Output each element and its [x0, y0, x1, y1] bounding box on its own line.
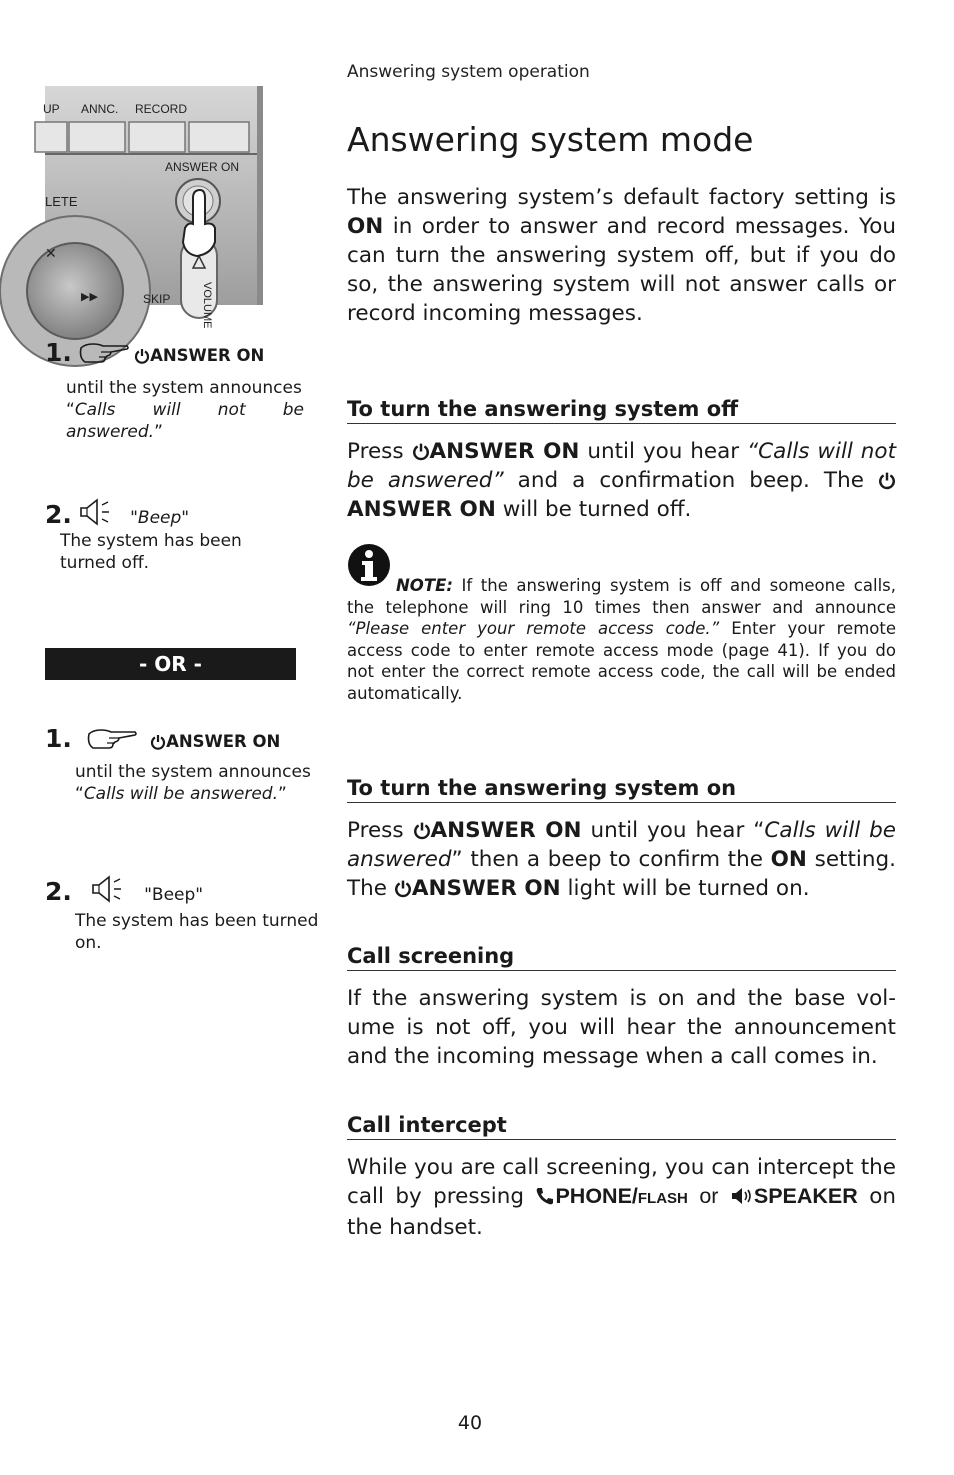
off-step-1-text-main: until the system announces	[66, 378, 302, 398]
finger-press-icon	[77, 340, 129, 366]
panel-label-up: UP	[43, 102, 60, 116]
power-icon	[878, 471, 896, 490]
on-step-1-quote-close: ”	[278, 784, 287, 804]
note-text-2: Enter your remote access code to enter remote access mode (page 41). If you do not enter the correct remote access code, the call will be ended automatically.	[347, 619, 896, 703]
power-icon	[394, 879, 412, 898]
panel-label-record: RECORD	[135, 102, 188, 116]
finger-press-icon	[83, 726, 139, 752]
turn-off-button-label: ANSWER ON	[429, 439, 580, 464]
off-step-2-row	[45, 497, 189, 529]
speaker-key-label: SPEAKER	[753, 1184, 858, 1208]
on-step-1-button-label: ANSWER ON	[166, 732, 281, 751]
turn-off-button-label-2: ANSWER ON	[347, 497, 496, 522]
section-heading-turn-on: To turn the answering system on	[347, 776, 896, 803]
intercept-text-2: on the handset.	[347, 1184, 897, 1240]
turn-off-quote: “Calls will not be answered”	[347, 439, 896, 493]
on-step-2-number: 2.	[45, 877, 72, 906]
turn-on-press: Press	[347, 818, 404, 843]
turn-on-on: ON	[770, 847, 807, 872]
off-step-1-row	[45, 338, 264, 367]
on-step-2-row	[45, 874, 203, 906]
intercept-or: or	[699, 1184, 719, 1208]
turn-on-quote: Calls will be answered	[347, 818, 896, 872]
page-number: 40	[457, 1412, 483, 1434]
close-icon: ✕	[45, 246, 57, 262]
off-step-1-number: 1.	[45, 338, 72, 367]
note-text-1: If the answering system is off and someone calls, the telephone will ring 10 times then answer and announce	[347, 576, 896, 617]
off-step-1-text	[66, 377, 304, 443]
turn-on-button-label: ANSWER ON	[430, 818, 582, 843]
off-step-2-text: The system has been turned off.	[60, 531, 242, 573]
page-title: Answering system mode	[347, 120, 754, 159]
intro-text-1: The answering system’s default factory setting is	[347, 185, 896, 210]
note-quote: “Please enter your remote access code.”	[347, 619, 720, 639]
turn-off-until: until you hear	[587, 439, 740, 464]
running-header: Answering system operation	[347, 62, 590, 82]
on-step-1-quote-open: “	[75, 784, 84, 804]
intro-text-2: in order to answer and record messages. You can turn the answering system off, but if you do so, the answering system will not answer calls or record incoming messages.	[347, 214, 896, 326]
section-heading-turn-off: To turn the answering system off	[347, 397, 896, 424]
speaker-icon	[730, 1186, 754, 1206]
turn-off-and: and a confirmation beep. The	[517, 468, 864, 493]
panel-label-annc: ANNC.	[81, 102, 119, 116]
panel-label-delete: LETE	[45, 194, 78, 209]
intro-on: ON	[347, 214, 384, 239]
on-step-1-text-main: until the system announces	[75, 762, 311, 782]
off-step-1-quote: Calls will not be answered.	[66, 400, 304, 442]
turn-off-paragraph	[347, 437, 896, 524]
turn-on-setting: setting. The	[347, 847, 896, 901]
on-step-1-quote: Calls will be answered.	[83, 784, 278, 804]
on-step-1-number: 1.	[45, 724, 72, 753]
off-step-2-beep: "Beep"	[130, 508, 190, 528]
speaker-beep-icon	[89, 874, 129, 904]
power-icon	[150, 734, 166, 750]
panel-label-skip: SKIP	[143, 292, 171, 306]
intercept-text-1: While you are call screening, you can intercept the call by pressing	[347, 1155, 896, 1209]
panel-label-answer-on: ANSWER ON	[165, 160, 240, 174]
phone-icon	[535, 1186, 555, 1206]
turn-on-until: until you hear “	[590, 818, 765, 843]
power-icon	[134, 348, 150, 364]
flash-key-label: FLASH	[637, 1190, 688, 1207]
on-step-2-text: The system has been turned on.	[75, 911, 319, 953]
call-intercept-paragraph	[347, 1153, 896, 1242]
turn-on-then: ” then a beep to confirm the	[451, 847, 763, 872]
speaker-beep-icon	[77, 497, 117, 527]
turn-off-press: Press	[347, 439, 404, 464]
note-label: NOTE:	[396, 576, 453, 595]
note-paragraph	[347, 575, 896, 705]
off-step-1-quote-close: ”	[154, 422, 163, 442]
section-heading-call-screening: Call screening	[347, 944, 896, 971]
power-icon	[412, 442, 430, 461]
panel-label-volume: VOLUME	[201, 282, 213, 329]
phone-key-label: PHONE/	[555, 1184, 638, 1208]
off-step-1-quote-open: “	[66, 400, 75, 420]
turn-on-button-label-2: ANSWER ON	[411, 876, 561, 901]
turn-on-paragraph	[347, 816, 896, 903]
on-step-1-text	[75, 761, 320, 805]
fast-forward-icon: ▶▶	[81, 290, 98, 303]
device-panel-illustration	[43, 86, 263, 329]
turn-off-end: will be turned off.	[502, 497, 692, 522]
call-screening-paragraph: If the answering system is on and the base vol-ume is not off, you will hear the announcement and the incoming message when a call comes in.	[347, 986, 896, 1069]
power-icon	[413, 821, 431, 840]
off-step-2-number: 2.	[45, 500, 72, 529]
on-step-2-beep: "Beep"	[144, 885, 204, 905]
or-divider: - OR -	[45, 648, 296, 680]
off-step-1-button-label: ANSWER ON	[150, 346, 265, 365]
turn-on-end: light will be turned on.	[567, 876, 810, 901]
section-heading-call-intercept: Call intercept	[347, 1113, 896, 1140]
intro-paragraph	[347, 183, 896, 328]
on-step-1-row	[45, 724, 280, 753]
